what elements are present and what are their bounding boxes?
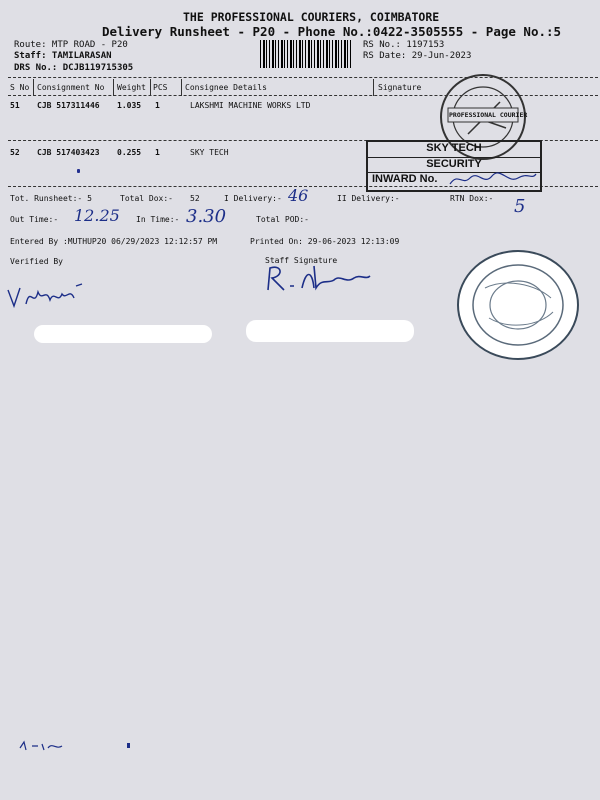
row-weight: 1.035 <box>117 101 142 110</box>
redaction-mark <box>246 320 414 342</box>
ink-dot <box>77 169 80 173</box>
col-rule <box>33 79 34 96</box>
total-pod-label: Total POD:- <box>256 215 309 224</box>
verified-by-signature <box>4 280 124 310</box>
row-pcs: 1 <box>155 148 160 157</box>
col-rule <box>150 79 151 96</box>
out-time-handwritten: 12.25 <box>74 206 120 225</box>
staff-signature-label: Staff Signature <box>265 256 338 265</box>
ink-dot <box>127 743 130 748</box>
out-time-label: Out Time:- <box>10 215 59 224</box>
stamp-line-3: INWARD No. <box>372 173 438 185</box>
seal-text: PROFESSIONAL COURIER <box>449 111 528 119</box>
col-rule <box>373 79 374 96</box>
col-rule <box>181 79 182 96</box>
round-seal-icon <box>455 248 581 362</box>
row-sno: 51 <box>10 101 20 110</box>
total-dox-value: 52 <box>190 194 200 203</box>
stamp-line-1: SKY TECH <box>368 142 540 158</box>
runsheet-title: Delivery Runsheet - P20 - Phone No.:0422-3505555 - Page No.:5 <box>102 24 562 39</box>
row-pcs: 1 <box>155 101 160 110</box>
stamp-signature-scribble <box>448 170 538 190</box>
total-dox-label: Total Dox:- <box>120 194 173 203</box>
row-consignment: CJB 517403423 <box>37 148 100 157</box>
col-rule <box>113 79 114 96</box>
rtn-dox-label: RTN Dox:- <box>450 194 494 203</box>
company-title: THE PROFESSIONAL COURIERS, COIMBATORE <box>183 10 440 24</box>
row-sno: 52 <box>10 148 20 157</box>
drs-number: DRS No.: DCJB119715305 <box>14 63 134 73</box>
col-header-consignment: Consignment No <box>37 83 105 92</box>
route-label: Route: MTP ROAD - P20 <box>14 40 128 50</box>
rs-date: RS Date: 29-Jun-2023 <box>363 51 472 61</box>
verified-by-label: Verified By <box>10 257 63 266</box>
i-delivery-label: I Delivery:- <box>224 194 282 203</box>
ii-delivery-label: II Delivery:- <box>337 194 400 203</box>
in-time-label: In Time:- <box>136 215 180 224</box>
col-header-sno: S No <box>10 83 30 92</box>
col-header-consignee: Consignee Details <box>185 83 267 92</box>
stamp-line-2: SECURITY <box>368 158 540 173</box>
row-consignee: SKY TECH <box>190 148 229 157</box>
col-header-signature: Signature <box>378 83 422 92</box>
row-consignment: CJB 517311446 <box>37 101 100 110</box>
i-delivery-handwritten: 46 <box>288 186 309 205</box>
staff-label: Staff: TAMILARASAN <box>14 51 112 61</box>
rtn-dox-handwritten: 5 <box>514 196 526 217</box>
row-weight: 0.255 <box>117 148 142 157</box>
rs-number: RS No.: 1197153 <box>363 40 445 50</box>
redaction-mark <box>34 325 212 343</box>
in-time-handwritten: 3.30 <box>186 206 227 227</box>
staff-signature <box>262 262 372 296</box>
total-runsheet: Tot. Runsheet:- 5 <box>10 194 92 203</box>
col-header-pcs: PCS <box>153 83 168 92</box>
printed-on: Printed On: 29-06-2023 12:13:09 <box>250 237 400 246</box>
row-consignee: LAKSHMI MACHINE WORKS LTD <box>190 101 311 110</box>
entered-by: Entered By :MUTHUP20 06/29/2023 12:12:57 PM <box>10 237 218 246</box>
col-header-weight: Weight <box>117 83 146 92</box>
ink-mark <box>18 738 68 754</box>
barcode <box>260 40 352 68</box>
